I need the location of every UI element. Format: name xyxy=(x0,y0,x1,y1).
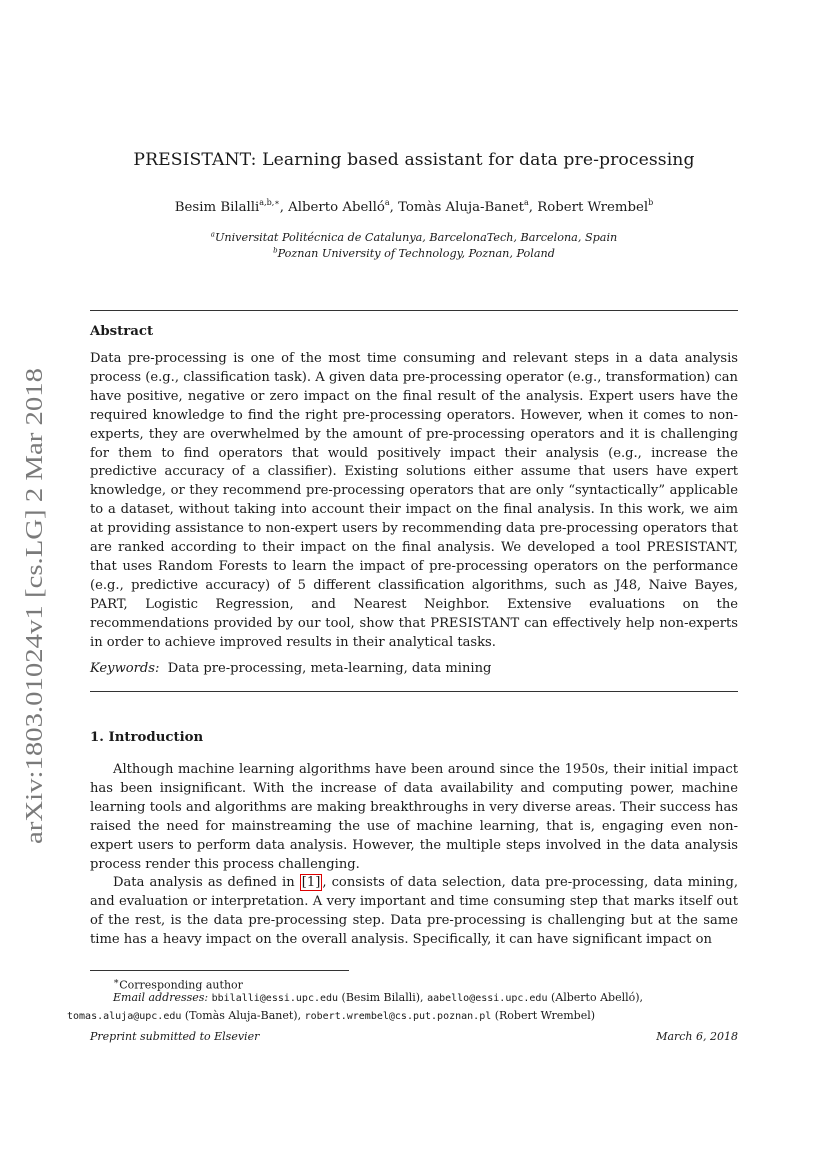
footer-preprint: Preprint submitted to Elsevier xyxy=(90,1030,260,1043)
affiliation-a xyxy=(90,231,738,244)
footnote-rule xyxy=(90,970,349,971)
arxiv-id-text: arXiv:1803.01024v1 [cs.LG] 2 Mar 2018 xyxy=(21,438,48,844)
abstract-text: Data pre-processing is one of the most time consuming and relevant steps in a data analysis process (e.g., classification task). A given data pre-processing operator (e.g., transformation) can have positive, negative or zero impact on the final result of the analysis. Expert users have the required knowledge to find the right pre-processing operators. However, when it comes to non-experts, they are overwhelmed by the amount of pre-processing operators and it is challenging for them to find operators that would positively impact their analysis (e.g., increase the predictive accuracy of a classifier). Existing solutions either assume that users have expert knowledge, or they recommend pre-processing operators that are only “syntactically” applicable to a dataset, without taking into account their impact on the final analysis. In this work, we aim at providing assistance to non-expert users by recommending data pre-processing operators that are ranked according to their impact on the final analysis. We developed a tool PRESISTANT, that uses Random Forests to learn the impact of pre-processing operators on the performance (e.g., predictive accuracy) of 5 different classification algorithms, such as J48, Naive Bayes, PART, Logistic Regression, and Nearest Neighbor. Extensive evaluations on the recommendations provided by our tool, show that PRESISTANT can effectively help non-experts in order to achieve improved results in their analytical tasks. xyxy=(90,351,738,650)
email-owner: (Tomàs Aluja-Banet), xyxy=(181,1008,305,1022)
intro-paragraph-1: Although machine learning algorithms have been around since the 1950s, their initial impact has been insignificant. With the increase of data availability and computing power, machine learning tools and algorithms are making breakthroughs in very diverse areas. Their success has raised the need for mainstreaming the use of machine learning, that is, engaging even non-expert users to perform data analysis. However, the multiple steps involved in the data analysis process render this process challenging. xyxy=(90,762,738,872)
paper-title: PRESISTANT: Learning based assistant for data pre-processing xyxy=(133,150,695,170)
author-affil-mark: a xyxy=(523,197,529,207)
author-list: Besim Bilalli$^{a,b,∗}$, Alberto Abelló$^a$, Tomàs Aluja-Banet$^a$, Robert Wrembel$^b$ xyxy=(174,197,654,215)
footnote-mark: ∗ xyxy=(113,976,120,987)
footer-date: March 6, 2018 xyxy=(656,1030,738,1043)
affiliation-mark: b xyxy=(273,246,278,255)
email-owner: (Besim Bilalli), xyxy=(338,991,428,1004)
intro-paragraph-2 xyxy=(90,874,738,950)
keywords xyxy=(90,660,738,679)
email-link[interactable]: aabello@essi.upc.edu xyxy=(427,993,548,1004)
keywords-label: Keywords: xyxy=(90,661,160,676)
email-owner: (Robert Wrembel) xyxy=(491,1008,596,1022)
author-name: Besim Bilalli xyxy=(174,200,260,215)
keywords-text: Data pre-processing, meta-learning, data mining xyxy=(167,661,492,676)
author-name: Alberto Abelló xyxy=(288,200,385,215)
author-affil-mark: b xyxy=(648,197,654,207)
email-link[interactable]: bbilalli@essi.upc.edu xyxy=(211,993,339,1004)
footnote-text: Corresponding author xyxy=(119,978,243,992)
author-name: Robert Wrembel xyxy=(537,200,649,215)
intro-p2-text: , consists of data selection, data pre-processing, data mining, and evaluation or interpretation. A very important and time consuming step that marks itself out of the rest, is the data pre-processing step. Data pre-processing is challenging but at the same time has a heavy impact on the overall analysis. Specifically, it can have significant impact on xyxy=(90,875,739,947)
affiliation-mark: a xyxy=(210,230,215,239)
abstract-bottom-rule xyxy=(90,691,738,692)
email-link[interactable]: robert.wrembel@cs.put.poznan.pl xyxy=(304,1010,492,1022)
affiliation-text: Universitat Politécnica de Catalunya, BarcelonaTech, Barcelona, Spain xyxy=(214,231,618,244)
author-affil-mark: a,b,∗ xyxy=(259,197,280,207)
email-owner: (Alberto Abelló), xyxy=(547,991,644,1004)
affiliation-b xyxy=(90,247,738,260)
footnote-emails xyxy=(67,990,738,1025)
affiliation-text: Poznan University of Technology, Poznan, Poland xyxy=(277,247,555,260)
email-label: Email addresses: xyxy=(113,991,209,1004)
section-heading-introduction: 1. Introduction xyxy=(90,730,204,745)
arxiv-sidebar-stamp xyxy=(21,366,48,844)
email-link[interactable]: tomas.aluja@upc.edu xyxy=(67,1010,182,1022)
author-affil-mark: a xyxy=(384,197,390,207)
intro-p2-text: Data analysis as defined in xyxy=(113,875,300,890)
abstract-heading: Abstract xyxy=(90,324,154,339)
abstract-top-rule xyxy=(90,310,738,311)
citation-link[interactable]: [1] xyxy=(301,875,321,890)
author-name: Tomàs Aluja-Banet xyxy=(398,200,524,215)
page-footer xyxy=(90,1030,738,1043)
